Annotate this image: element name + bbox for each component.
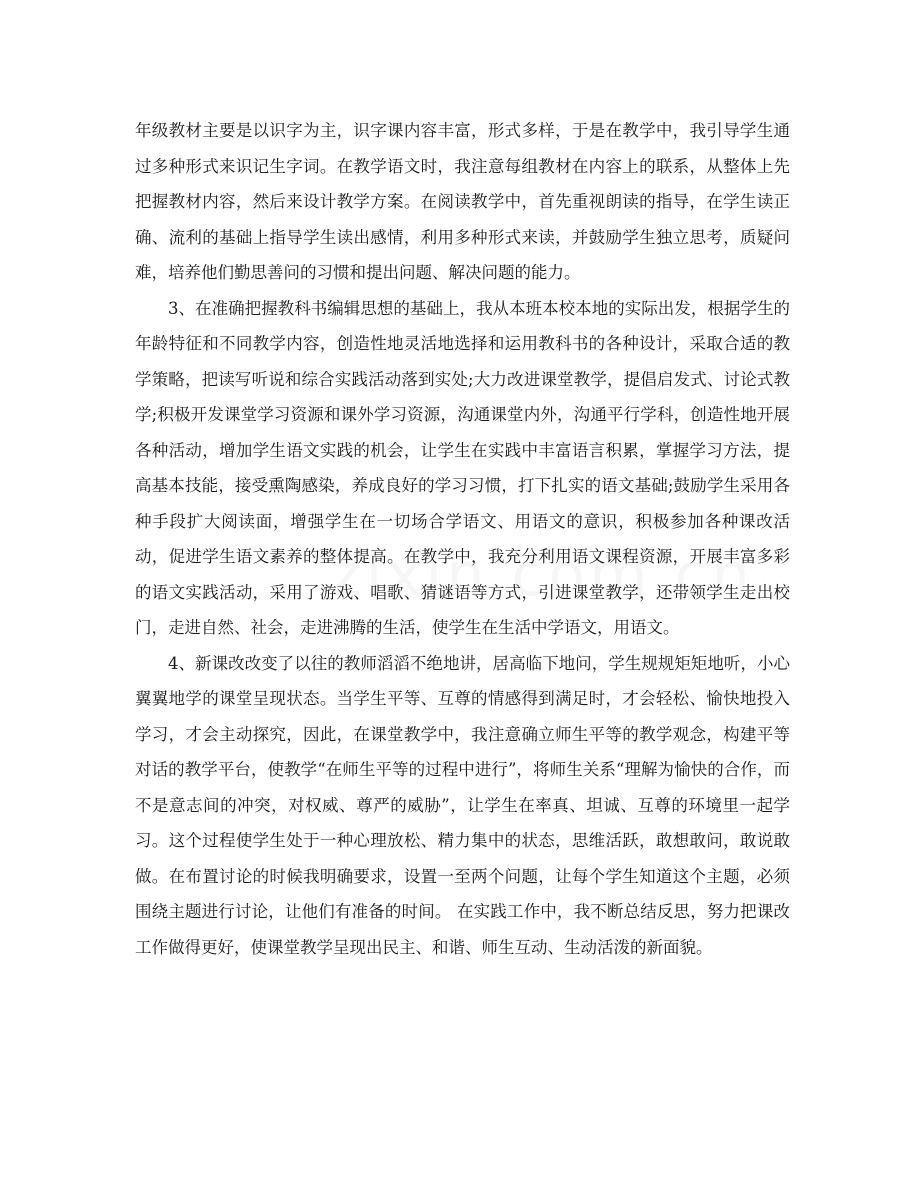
paragraph-3: 4、新课改改变了以往的教师滔滔不绝地讲，居高临下地问，学生规规矩矩地听，小心翼翼地学的课堂呈现状态。当学生平等、互尊的情感得到满足时，才会轻松、愉快地投入学习，才会主动探究，因此，在课堂教学中，我注意确立师生平等的教学观念，构建平等对话的教学平台，使教学“在师生平等的过程中进行”，将师生关系“理解为愉快的合作，而不是意志间的冲突，对权威、尊严的威胁”，让学生在率真、坦诚、互尊的环境里一起学习。这个过程使学生处于一种心理放松、精力集中的状态，思维活跃，敢想敢问，敢说敢做。在布置讨论的时候我明确要求，设置一至两个问题，让每个学生知道这个主题，必须围绕主题进行讨论，让他们有准备的时间。 在实践工作中，我不断总结反思，努力把课改工作做得更好，使课堂教学呈现出民主、和谐、师生互动、生动活泼的新面貌。 [135,653,790,957]
paragraph-2: 3、在准确把握教科书编辑思想的基础上，我从本班本校本地的实际出发，根据学生的年龄特征和不同教学内容，创造性地灵活地选择和运用教科书的各种设计，采取合适的教学策略，把读写听说和综合实践活动落到实处;大力改进课堂教学，提倡启发式、讨论式教学;积极开发课堂学习资源和课外学习资源，沟通课堂内外，沟通平行学科，创造性地开展各种活动，增加学生语文实践的机会，让学生在实践中丰富语言积累，掌握学习方法，提高基本技能，接受熏陶感染，养成良好的学习习惯，打下扎实的语文基础;鼓励学生采用各种手段扩大阅读面，增强学生在一切场合学语文、用语文的意识，积极参加各种课改活动，促进学生语文素养的整体提高。在教学中，我充分利用语文课程资源，开展丰富多彩的语文实践活动，采用了游戏、唱歌、猜谜语等方式，引进课堂教学，还带领学生走出校门，走进自然、社会，走进沸腾的生活，使学生在生活中学语文，用语文。 [135,298,790,637]
paragraph-1: 年级教材主要是以识字为主，识字课内容丰富，形式多样，于是在教学中，我引导学生通过多种形式来识记生字词。在教学语文时，我注意每组教材在内容上的联系，从整体上先把握教材内容，然后来设计教学方案。在阅读教学中，首先重视朗读的指导，在学生读正确、流利的基础上指导学生读出感情，利用多种形式来读，并鼓励学生独立思考，质疑问难，培养他们勤思善问的习惯和提出问题、解决问题的能力。 [135,121,790,282]
document-body [135,113,790,965]
